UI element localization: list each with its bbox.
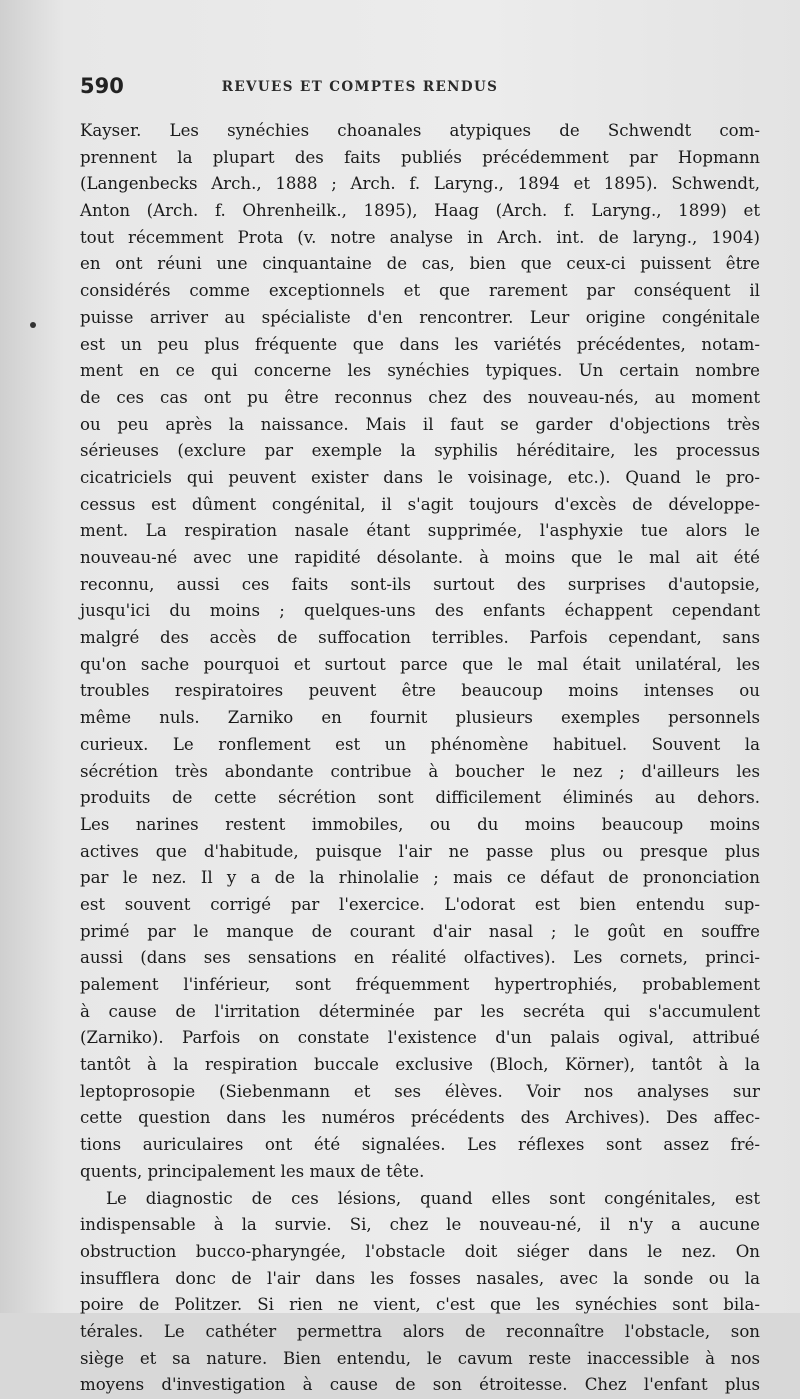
text-line: palement l'inférieur, sont fréquemment hypertrophiés, probablement [80,972,760,999]
text-line: tout récemment Prota (v. notre analyse in Arch. int. de laryng., 1904) [80,225,760,252]
text-line: de ces cas ont pu être reconnus chez des nouveau-nés, au moment [80,385,760,412]
text-line: sérieuses (exclure par exemple la syphilis héréditaire, les processus [80,438,760,465]
text-line: en ont réuni une cinquantaine de cas, bien que ceux-ci puissent être [80,251,760,278]
text-line: Le diagnostic de ces lésions, quand elles sont congénitales, est [80,1186,760,1213]
text-line: ment en ce qui concerne les synéchies typiques. Un certain nombre [80,358,760,385]
text-line: moyens d'investigation à cause de son étroitesse. Chez l'enfant plus [80,1372,760,1399]
text-line: cette question dans les numéros précédents des Archives). Des affec- [80,1105,760,1132]
running-head: REVUES ET COMPTES RENDUS [80,79,640,95]
text-line: à cause de l'irritation déterminée par les secréta qui s'accumulent [80,999,760,1026]
text-line: térales. Le cathéter permettra alors de reconnaître l'obstacle, son [80,1319,760,1346]
page-header [80,72,760,106]
text-line: puisse arriver au spécialiste d'en rencontrer. Leur origine congénitale [80,305,760,332]
text-line: considérés comme exceptionnels et que rarement par conséquent il [80,278,760,305]
text-line: malgré des accès de suffocation terribles. Parfois cependant, sans [80,625,760,652]
text-line: tions auriculaires ont été signalées. Les réflexes sont assez fré- [80,1132,760,1159]
text-line: quents, principalement les maux de tête. [80,1159,760,1186]
text-line: produits de cette sécrétion sont difficilement éliminés au dehors. [80,785,760,812]
text-line: est un peu plus fréquente que dans les variétés précédentes, notam- [80,332,760,359]
text-line: leptoprosopie (Siebenmann et ses élèves. Voir nos analyses sur [80,1079,760,1106]
text-line: siège et sa nature. Bien entendu, le cavum reste inaccessible à nos [80,1346,760,1373]
text-line: poire de Politzer. Si rien ne vient, c'est que les synéchies sont bila- [80,1292,760,1319]
text-line: cessus est dûment congénital, il s'agit toujours d'excès de développe- [80,492,760,519]
paragraph-1 [80,118,760,1186]
text-line: qu'on sache pourquoi et surtout parce que le mal était unilatéral, les [80,652,760,679]
text-line: curieux. Le ronflement est un phénomène habituel. Souvent la [80,732,760,759]
text-line: est souvent corrigé par l'exercice. L'odorat est bien entendu sup- [80,892,760,919]
text-line: nouveau-né avec une rapidité désolante. à moins que le mal ait été [80,545,760,572]
text-line: ou peu après la naissance. Mais il faut se garder d'objections très [80,412,760,439]
paragraph-2 [80,1186,760,1399]
text-line: prennent la plupart des faits publiés précédemment par Hopmann [80,145,760,172]
text-line: ment. La respiration nasale étant supprimée, l'asphyxie tue alors le [80,518,760,545]
text-line: (Langenbecks Arch., 1888 ; Arch. f. Laryng., 1894 et 1895). Schwendt, [80,171,760,198]
text-line: Les narines restent immobiles, ou du moins beaucoup moins [80,812,760,839]
text-line: reconnu, aussi ces faits sont-ils surtout des surprises d'autopsie, [80,572,760,599]
text-line: cicatriciels qui peuvent exister dans le voisinage, etc.). Quand le pro- [80,465,760,492]
text-line: Anton (Arch. f. Ohrenheilk., 1895), Haag (Arch. f. Laryng., 1899) et [80,198,760,225]
text-line: indispensable à la survie. Si, chez le nouveau-né, il n'y a aucune [80,1212,760,1239]
text-line: jusqu'ici du moins ; quelques-uns des enfants échappent cependant [80,598,760,625]
text-line: sécrétion très abondante contribue à boucher le nez ; d'ailleurs les [80,759,760,786]
text-line: (Zarniko). Parfois on constate l'existence d'un palais ogival, attribué [80,1025,760,1052]
margin-dot-mark [30,322,36,328]
text-line: tantôt à la respiration buccale exclusive (Bloch, Körner), tantôt à la [80,1052,760,1079]
text-line: même nuls. Zarniko en fournit plusieurs exemples personnels [80,705,760,732]
text-line: insufflera donc de l'air dans les fosses nasales, avec la sonde ou la [80,1266,760,1293]
text-line: troubles respiratoires peuvent être beaucoup moins intenses ou [80,678,760,705]
text-line: primé par le manque de courant d'air nasal ; le goût en souffre [80,919,760,946]
text-line: Kayser. Les synéchies choanales atypiques de Schwendt com- [80,118,760,145]
text-line: actives que d'habitude, puisque l'air ne passe plus ou presque plus [80,839,760,866]
text-line: obstruction bucco-pharyngée, l'obstacle doit siéger dans le nez. On [80,1239,760,1266]
body-text [80,118,760,1399]
text-line: par le nez. Il y a de la rhinolalie ; mais ce défaut de prononciation [80,865,760,892]
text-line: aussi (dans ses sensations en réalité olfactives). Les cornets, princi- [80,945,760,972]
page-number: 590 [80,74,124,98]
